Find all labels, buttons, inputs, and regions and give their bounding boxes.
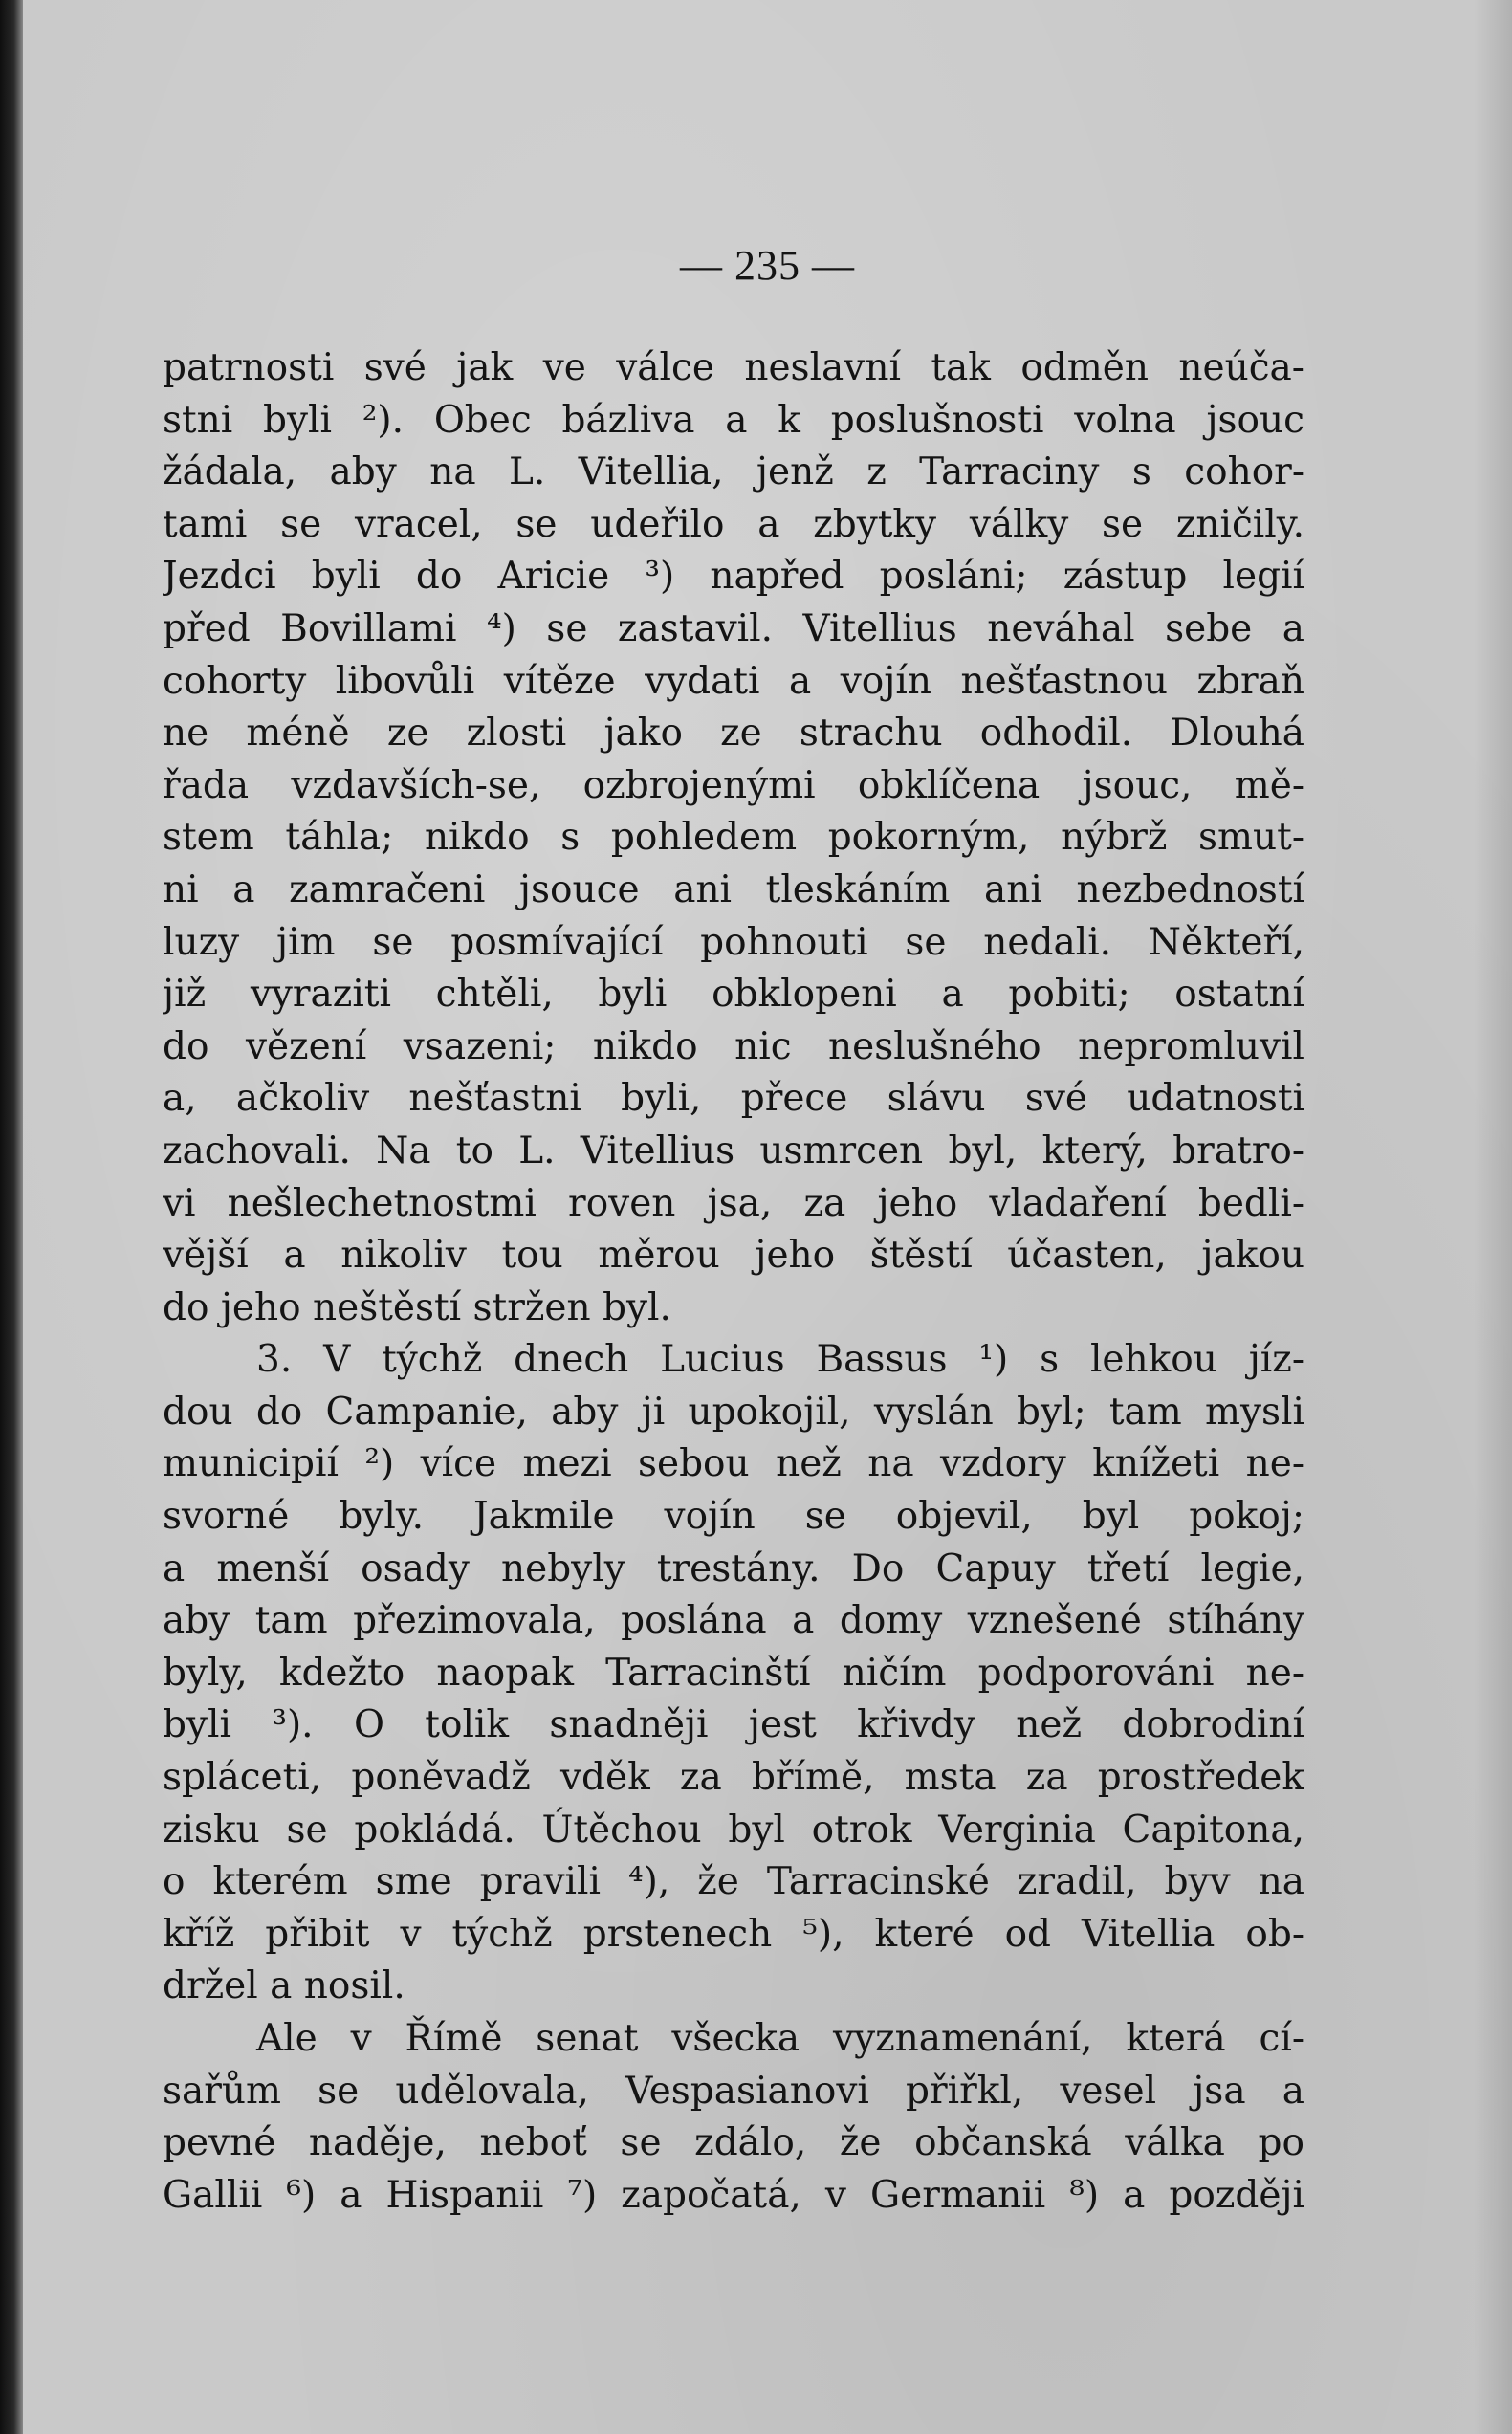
text-line: patrnosti své jak ve válce neslavní tak odměn neúča- — [163, 346, 1304, 389]
text-line: byli ³). O tolik snadněji jest křivdy než dobrodiní — [163, 1703, 1304, 1747]
text-line: zachovali. Na to L. Vitellius usmrcen byl, který, bratro- — [163, 1129, 1304, 1173]
text-line: před Bovillami ⁴) se zastavil. Vitellius neváhal sebe a — [163, 606, 1304, 650]
text-line: sařům se udělovala, Vespasianovi přiřkl, vesel jsa a — [163, 2069, 1304, 2113]
text-line: cohorty libovůli vítěze vydati a vojín nešťastnou zbraň — [163, 659, 1304, 703]
book-binding-edge — [0, 0, 23, 2434]
text-line: stem táhla; nikdo s pohledem pokorným, nýbrž smut- — [163, 816, 1304, 860]
text-line: zisku se pokládá. Útěchou byl otrok Verginia Capitona, — [163, 1808, 1304, 1852]
text-line: luzy jim se posmívající pohnouti se nedali. Někteří, — [163, 920, 1304, 964]
text-line: žádala, aby na L. Vitellia, jenž z Tarraciny s cohor- — [163, 450, 1304, 494]
text-line: vi nešlechetnostmi roven jsa, za jeho vladaření bedli- — [163, 1181, 1304, 1225]
text-line: řada vzdavších-se, ozbrojenými obklíčena jsouc, mě- — [163, 763, 1304, 807]
text-line: o kterém sme pravili ⁴), že Tarracinské zradil, byv na — [163, 1860, 1304, 1904]
text-line: svorné byly. Jakmile vojín se objevil, byl pokoj; — [163, 1495, 1304, 1539]
text-line: držel a nosil. — [163, 1964, 405, 2008]
text-line: spláceti, poněvadž vděk za břímě, msta za prostředek — [163, 1756, 1304, 1800]
text-line: Jezdci byli do Aricie ³) napřed posláni; zástup legií — [163, 555, 1304, 599]
text-line: a menší osady nebyly trestány. Do Capuy třetí legie, — [163, 1546, 1304, 1590]
text-line: vější a nikoliv tou měrou jeho štěstí účasten, jakou — [163, 1234, 1304, 1278]
page-shadow — [1474, 0, 1512, 2434]
text-line: do vězení vsazeni; nikdo nic neslušného nepromluvil — [163, 1024, 1304, 1068]
text-line: dou do Campanie, aby ji upokojil, vyslán byl; tam mysli — [163, 1390, 1304, 1434]
page-number: — 235 — — [680, 242, 855, 289]
body-text — [163, 342, 1304, 2222]
text-line: tami se vracel, se udeřilo a zbytky války se zničily. — [163, 502, 1304, 546]
text-line: pevné naděje, neboť se zdálo, že občanská válka po — [163, 2121, 1304, 2165]
text-line: stni byli ²). Obec bázliva a k poslušnosti volna jsouc — [163, 398, 1304, 442]
text-line: a, ačkoliv nešťastni byli, přece slávu své udatnosti — [163, 1077, 1304, 1121]
text-line: byly, kdežto naopak Tarracinští ničím podporováni ne- — [163, 1651, 1304, 1695]
text-line: aby tam přezimovala, poslána a domy vznešené stíhány — [163, 1599, 1304, 1643]
book-page — [23, 0, 1512, 2434]
text-line: do jeho neštěstí stržen byl. — [163, 1285, 671, 1329]
text-line: kříž přibit v týchž prstenech ⁵), které od Vitellia ob- — [163, 1912, 1304, 1956]
text-line: ni a zamračeni jsouce ani tleskáním ani nezbedností — [163, 867, 1304, 911]
text-line: Gallii ⁶) a Hispanii ⁷) započatá, v Germanii ⁸) a později — [163, 2173, 1304, 2217]
text-line: již vyraziti chtěli, byli obklopeni a pobiti; ostatní — [163, 973, 1304, 1017]
paragraph-start-line: Ale v Římě senat všecka vyznamenání, která cí- — [256, 2017, 1304, 2060]
text-line: municipií ²) více mezi sebou než na vzdory knížeti ne- — [163, 1442, 1304, 1486]
text-line: ne méně ze zlosti jako ze strachu odhodil. Dlouhá — [163, 712, 1304, 756]
paragraph-start-line: 3. V týchž dnech Lucius Bassus ¹) s lehkou jíz- — [256, 1338, 1304, 1382]
